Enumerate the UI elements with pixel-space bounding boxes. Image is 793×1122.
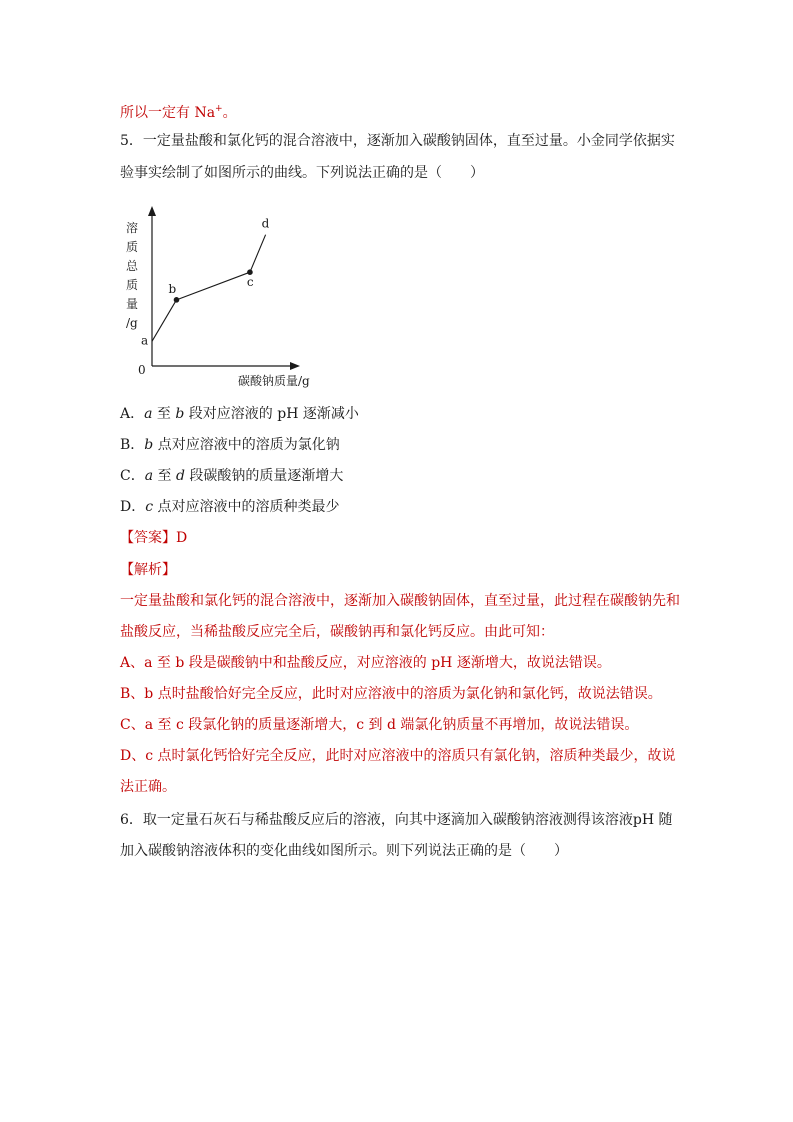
analysis-line: A、a 至 b 段是碳酸钠中和盐酸反应，对应溶液的 pH 逐渐增大，故说法错误。 <box>120 655 611 671</box>
q5-stem-line2: 验事实绘制了如图所示的曲线。下列说法正确的是（ ） <box>120 165 484 181</box>
option-a-var2: b <box>175 406 185 422</box>
series-segment-bc <box>176 272 249 300</box>
q5-option-d[interactable] <box>120 497 340 517</box>
x-axis-arrow <box>290 362 300 370</box>
q5-answer: 【答案】D <box>120 530 188 546</box>
option-c-text: 段碳酸钠的质量逐渐增大 <box>184 468 344 484</box>
y-axis-label-char: 质 <box>126 240 139 254</box>
intro-end: 。 <box>222 105 237 121</box>
q6-stem-line1: 6．取一定量石灰石与稀盐酸反应后的溶液，向其中逐滴加入碳酸钠溶液测得该溶液pH 随 <box>120 812 673 828</box>
point-c <box>247 269 253 275</box>
series-segment-ab <box>152 300 176 341</box>
q5-option-a[interactable] <box>120 404 359 424</box>
intro-superscript: + <box>215 104 223 114</box>
q5-chart <box>118 198 338 393</box>
option-a-mid: 至 <box>152 406 176 422</box>
x-axis-label: 碳酸钠质量/g <box>238 374 310 388</box>
point-label-a: a <box>141 333 149 348</box>
q5-option-b[interactable] <box>120 435 340 455</box>
option-c-var1: a <box>144 468 154 484</box>
option-b-prefix: B． <box>120 437 145 453</box>
option-c-mid: 至 <box>153 468 176 484</box>
option-a-var1: a <box>144 406 153 422</box>
analysis-line: 法正确。 <box>120 779 176 795</box>
point-label-c: c <box>246 275 254 290</box>
option-d-var1: c <box>145 499 154 515</box>
option-c-prefix: C． <box>120 468 145 484</box>
intro-text: 所以一定有 Na <box>120 105 216 121</box>
y-axis-label-char: 量 <box>126 297 139 311</box>
y-axis-arrow <box>148 206 156 216</box>
option-b-text: 点对应溶液中的溶质为氯化钠 <box>153 437 340 453</box>
chart-y-label <box>126 220 139 330</box>
chart-series <box>141 217 270 348</box>
intro-line <box>120 99 237 123</box>
option-d-text: 点对应溶液中的溶质种类最少 <box>153 499 340 515</box>
option-d-prefix: D． <box>120 499 146 515</box>
analysis-line: D、c 点时氯化钙恰好完全反应，此时对应溶液中的溶质只有氯化钠，溶质种类最少，故说 <box>120 748 676 764</box>
analysis-line: 一定量盐酸和氯化钙的混合溶液中，逐渐加入碳酸钠固体，直至过量，此过程在碳酸钠先和 <box>120 593 680 609</box>
q5-stem-line1: 5．一定量盐酸和氯化钙的混合溶液中，逐渐加入碳酸钠固体，直至过量。小金同学依据实 <box>120 133 675 149</box>
y-axis-label-char: 质 <box>126 278 139 292</box>
y-axis-label-char: 溶 <box>126 221 139 235</box>
option-c-var2: d <box>175 468 185 484</box>
q6-stem-line2: 加入碳酸钠溶液体积的变化曲线如图所示。则下列说法正确的是（ ） <box>120 843 568 859</box>
y-axis-label-char: 总 <box>126 259 139 273</box>
analysis-line: 盐酸反应，当稀盐酸反应完全后，碳酸钠再和氯化钙反应。由此可知： <box>120 624 554 640</box>
q5-option-c[interactable] <box>120 466 343 486</box>
option-a-text: 段对应溶液的 pH 逐渐减小 <box>184 406 359 422</box>
option-a-prefix: A． <box>120 406 145 422</box>
point-b <box>174 297 180 303</box>
point-label-b: b <box>168 281 177 296</box>
option-b-var1: b <box>144 437 154 453</box>
y-axis-label-char: /g <box>126 316 138 330</box>
chart-axes <box>138 206 310 388</box>
analysis-line: C、a 至 c 段氯化钠的质量逐渐增大，c 到 d 端氯化钠质量不再增加，故说法错误。 <box>120 717 639 733</box>
point-label-d: d <box>261 216 270 231</box>
series-segment-cd <box>250 235 266 273</box>
q5-analysis-label: 【解析】 <box>120 562 176 578</box>
analysis-line: B、b 点时盐酸恰好完全反应，此时对应溶液中的溶质为氯化钠和氯化钙，故说法错误。 <box>120 686 662 702</box>
origin-label: 0 <box>138 363 146 377</box>
